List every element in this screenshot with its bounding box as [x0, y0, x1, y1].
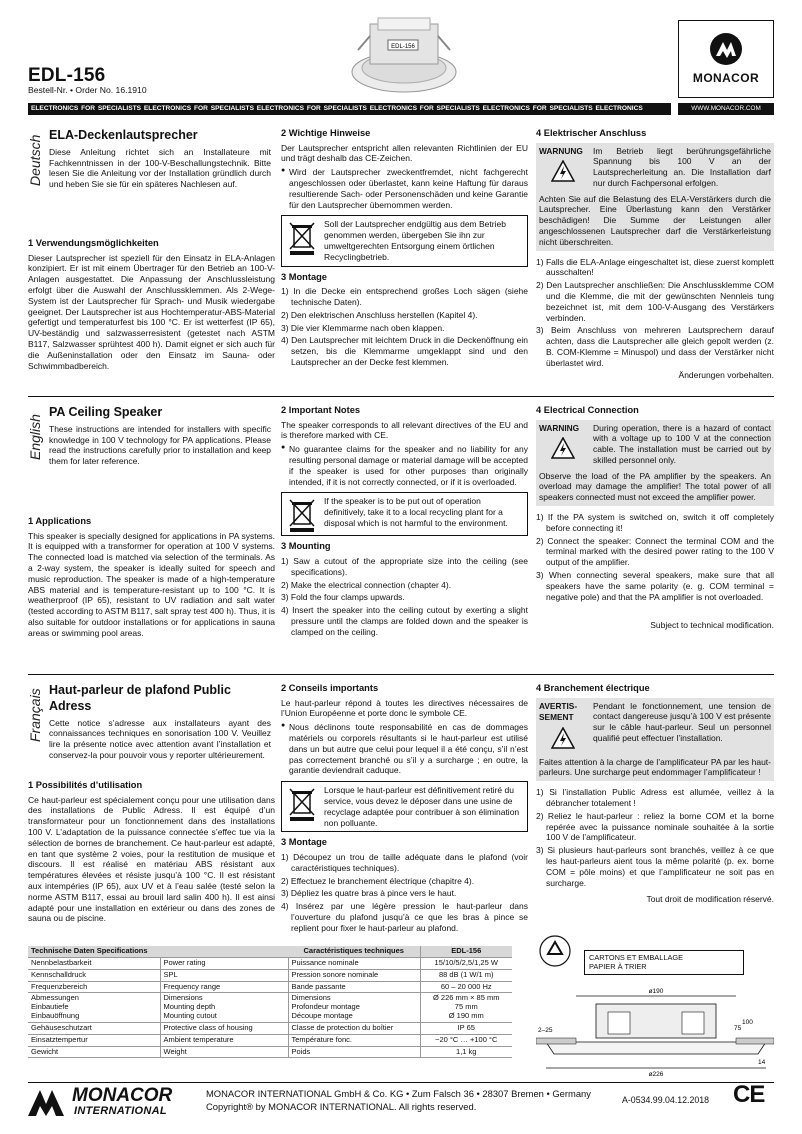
spec-cell: Power rating: [160, 957, 288, 969]
de-applications: [28, 238, 275, 374]
de-step3-2: 2) Den elektrischen Anschluss herstellen (Kapitel 4).: [281, 309, 478, 320]
spec-cell: SPL: [160, 969, 288, 981]
fr-h2: 2 Conseils importants: [281, 683, 379, 693]
de-step3-4: 4) Den Lautsprecher mit leichtem Druck in die Deckenöffnung ein setzen, bis die Klemmarme umgeklappt sind und den Lautsprecher an der Decke fest klemmen.: [281, 335, 528, 367]
de-step4-2: 2) Den Lautsprecher anschließen: Die Anschlussklemme COM und die Klemme, die mit der gewünschten Nennleis tung bezeichnet ist, mit dem 100-V-Ausgang des Verstärkers verbinden.: [536, 280, 774, 323]
spec-row: [28, 969, 512, 981]
de-rec: Soll der Lautsprecher endgültig aus dem Betrieb genommen werden, übergeben Sie ihn zur umweltgerechten Entsorgung einem örtlichen Recyclingbetrieb.: [324, 219, 506, 262]
fr-b2: ● Nous déclinons toute responsabilité en cas de dommages matériels ou corporels résultants si le haut-parleur est utilisé dans un but autre que celui pour lequel il a été conçu, s’il n’est pas correctement branché ou s’il y a surcharge ; en outre, la garantie deviendrait caduque.: [281, 722, 528, 776]
footer-logo: [28, 1086, 200, 1122]
fr-step3-2: 2) Effectuez le branchement électrique (chapitre 4).: [281, 875, 475, 886]
crossed-bin-icon: [288, 787, 316, 821]
footer-address: MONACOR INTERNATIONAL GmbH & Co. KG • Zum Falsch 36 • 28307 Bremen • Germany: [206, 1088, 591, 1099]
de-col1: [49, 128, 271, 193]
fr-p2: Le haut-parleur répond à toutes les directives nécessaires de l’Union Européenne et porte donc le symbole CE.: [281, 697, 528, 719]
en-b2: ● No guarantee claims for the speaker and no liability for any resulting personal damage or material damage will be accepted if the speaker is used for other purposes than originally intended, if it is not correctly connected, or if it is overloaded.: [281, 444, 528, 487]
lang-label-en: English: [27, 414, 43, 460]
en-warn: During operation, there is a hazard of contact with a voltage up to 100 V at the connection cable. The installation must be carried out by skilled personnel only.: [593, 422, 771, 466]
en-h2: 2 Important Notes: [281, 405, 361, 415]
de-warn-label: WARNUNG: [539, 145, 583, 156]
spec-cell: Ø 226 mm × 85 mm 75 mm Ø 190 mm: [420, 993, 512, 1023]
lang-label-fr: Français: [27, 688, 43, 742]
fr-warning-box: [536, 698, 774, 782]
fr-step4-1: 1) Si l’installation Public Adress est allumée, veillez à la débrancher totalement !: [536, 787, 774, 809]
document-code: A-0534.99.04.12.2018: [622, 1095, 710, 1105]
fr-warn2: Faites attention à la charge de l’amplificateur PA par les haut-parleurs. Une surcharge peut endommager l’amplificateur !: [539, 756, 771, 778]
specialists-strip: ELECTRONICS FOR SPECIALISTS ELECTRONICS FOR SPECIALISTS ELECTRONICS FOR SPECIALISTS ELECTRONICS FOR SPECIALISTS ELECTRONICS FOR SPECIALISTS ELECTRONICS: [28, 103, 671, 115]
dimension-drawing: [536, 982, 774, 1078]
spec-cell: 60 – 20 000 Hz: [420, 981, 512, 993]
brand-logo: [678, 20, 774, 98]
fr-title: Haut-parleur de plafond Public Adress: [49, 683, 231, 713]
dim-226: ø226: [648, 1071, 664, 1078]
fr-applications: [28, 780, 275, 927]
fr-step4-2: 2) Reliez le haut-parleur : reliez la borne COM et la borne repérée avec la puissance nominale souhaitée à la sortie 100 V de l’amplificateur.: [536, 810, 774, 843]
product-image: [348, 6, 460, 98]
spec-cell: Gehäuseschutzart: [28, 1022, 160, 1034]
spec-cell: Gewicht: [28, 1046, 160, 1058]
spec-cell: Classe de protection du boîtier: [288, 1022, 420, 1034]
dim-100: 100: [742, 1019, 753, 1026]
order-number: Bestell-Nr. • Order No. 16.1910: [28, 85, 147, 95]
de-warn: Im Betrieb liegt berührungsgefährliche Spannung bis 100 V an der Lautsprecherleitung an. Die Installation darf nur durch Fachpersonal erfolgen.: [593, 145, 771, 189]
crossed-bin-icon: [288, 498, 316, 532]
footer-brand-sub: INTERNATIONAL: [74, 1105, 167, 1117]
de-recycle-box: [281, 215, 528, 266]
spec-cell: Abmessungen Einbautiefe Einbauöffnung: [28, 993, 160, 1023]
en-warning-box: [536, 420, 774, 506]
recycle-icon: [538, 934, 572, 968]
speaker-label: EDL-156: [391, 44, 415, 50]
de-h3: 3 Montage: [281, 271, 327, 282]
footer-brand: MONACOR: [72, 1085, 173, 1106]
spec-cell: Poids: [288, 1046, 420, 1058]
fr-col2: [281, 683, 528, 935]
spec-cell: Ambient temperature: [160, 1034, 288, 1046]
spec-row: [28, 1022, 512, 1034]
en-applications: [28, 516, 275, 642]
spec-cell: Dimensions Mounting depth Mounting cutout: [160, 993, 288, 1023]
fr-step3-3: 3) Dépliez les quatre bras à pince vers le haut.: [281, 888, 457, 899]
spec-cell: Einsatztempertur: [28, 1034, 160, 1046]
spec-cell: Pression sonore nominale: [288, 969, 420, 981]
fr-step3-1: 1) Découpez un trou de taille adéquate dans le plafond (voir caractéristiques techniques).: [281, 852, 528, 873]
high-voltage-icon: [551, 727, 575, 749]
spec-header-row: [28, 946, 512, 957]
monacor-logo-icon: [709, 32, 743, 66]
fr-rec: Lorsque le haut-parleur est définitivement retiré du service, vous devez le déposer dans une usine de recyclage adaptée pour contribuer à son élimination non polluante.: [324, 785, 520, 828]
en-recycle-box: [281, 492, 528, 536]
de-warn2: Achten Sie auf die Belastung des ELA-Verstärkers durch die Lautsprecher. Eine Überlastung kann den Verstärker beschädigen! Die Summe der Leistungen aller angeschlossenen Lautsprecher darf die Verstärkerleistung nicht überschreiten.: [539, 193, 771, 247]
de-h1: 1 Verwendungsmöglichkeiten: [28, 238, 159, 248]
fr-note: Tout droit de modification réservé.: [646, 894, 774, 905]
de-p2: Der Lautsprecher entspricht allen relevanten Richtlinien der EU und trägt deshalb das CE-Zeichen.: [281, 142, 528, 164]
en-warn2: Observe the load of the PA amplifier by the speakers. An overload may damage the amplifier! The total power of all speakers connected must not exceed the amplifier power.: [539, 470, 771, 503]
monacor-international-logo-icon: [28, 1090, 68, 1116]
spec-row: [28, 1034, 512, 1046]
brand-name: MONACOR: [692, 70, 760, 85]
fr-h1: 1 Possibilités d’utilisation: [28, 780, 143, 790]
packaging-text: CARTONS ET EMBALLAGE PAPIER À TRIER: [584, 950, 744, 975]
high-voltage-icon: [551, 437, 575, 459]
lang-label-de: Deutsch: [27, 134, 43, 186]
footer-copyright: Copyright® by MONACOR INTERNATIONAL. All rights reserved.: [206, 1101, 477, 1112]
en-title: PA Ceiling Speaker: [49, 405, 163, 419]
fr-step4-3: 3) Si plusieurs haut-parleurs sont branchés, veillez à ce que les haut-parleurs aient tous la même polarité (p. ex. borne COM = pôle moins) et que l’amplificateur ne soit pas en surcharge.: [536, 845, 774, 888]
de-col2: [281, 128, 528, 370]
en-col1: [49, 405, 271, 470]
fr-h3: 3 Montage: [281, 837, 327, 848]
section-divider: [28, 396, 774, 397]
dim-2-25: 2–25: [538, 1027, 553, 1034]
de-title: ELA-Deckenlautsprecher: [49, 128, 198, 142]
section-divider: [28, 674, 774, 675]
spec-cell: Bande passante: [288, 981, 420, 993]
spec-cell: Puissance nominale: [288, 957, 420, 969]
de-h4: 4 Elektrischer Anschluss: [536, 128, 647, 138]
website-link[interactable]: WWW.MONACOR.COM: [678, 103, 774, 115]
footer-line: [28, 1082, 774, 1083]
de-step3-1: 1) In die Decke ein entsprechend großes Loch sägen (siehe technische Daten).: [281, 286, 528, 307]
en-step4-1: 1) If the PA system is switched on, switch it off completely before connecting it!: [536, 512, 774, 533]
spec-header-2: Caractéristiques techniques: [288, 946, 420, 957]
fr-col3: [536, 683, 774, 908]
spec-cell: −20 °C … +100 °C: [420, 1034, 512, 1046]
en-warn-label: WARNING: [539, 422, 580, 433]
dim-190: ø190: [648, 988, 664, 995]
de-warning-box: [536, 143, 774, 251]
fr-warn-label: AVERTIS-SEMENT: [539, 700, 578, 722]
model-number: EDL-156: [28, 65, 106, 86]
dim-75: 75: [734, 1025, 742, 1032]
dim-14: 14: [758, 1059, 766, 1066]
de-intro: Diese Anleitung richtet sich an Installateure mit Fachkenntnissen in der 100-V-Beschallungstechnik. Bitte lesen Sie die Anleitung vor der Installation gründlich durch und heben Sie sie für ein späteres Nachlesen auf.: [49, 146, 271, 190]
spec-cell: Weight: [160, 1046, 288, 1058]
fr-p1: Ce haut-parleur est spécialement conçu pour une utilisation dans des installations de Public Adress. Il est équipé d’un transformateur pour un fonctionnement dans des installations 100 V. L’adaptation de la puissance connectée s’effec tue via la sélection de bornes de branchement. Ce haut-parleur est adapté, en tant que système 2 voies, pour la restitution de musique et discours. Il est réalisé en matériau ABS résistant aux températures élevées et résiste jusqu’à 100 °C. Il est résistant aux intempéries (IP 65), aux UV et à l’eau salée (testé selon la norme ASTM B117, essai au brouil lard salin 400 h). Il est ainsi adapté pour une installation en extérieur ou dans des zones de sauna ou de piscine.: [28, 794, 275, 924]
en-note: Subject to technical modification.: [650, 620, 774, 631]
spec-cell: 15/10/5/2,5/1,25 W: [420, 957, 512, 969]
en-h4: 4 Electrical Connection: [536, 405, 639, 415]
spec-cell: 88 dB (1 W/1 m): [420, 969, 512, 981]
en-step4-3: 3) When connecting several speakers, make sure that all speakers have the same polarity (e. g. COM terminal = negative pole) and that the PA amplifier is not overloaded.: [536, 569, 774, 602]
fr-recycle-box: [281, 781, 528, 832]
en-step3-3: 3) Fold the four clamps upwards.: [281, 592, 405, 603]
en-p1: This speaker is specially designed for applications in PA systems. It is equipped with a transformer for operation at 100 V systems. The connected load is matched via selection of the terminals. As a 2-way system, the speaker is ideally suited for speech and music reproduction. The speaker is made of a high-temperature ABS material and is temperature-resistant up to 100 °C. It is weatherproof (IP 65), resistant to UV radiation and salt water (tested according to ASTM B117, salt spray test 400 h). Thus, it is also suitable for outdoor installations or for applications in sauna areas or swimming pool areas.: [28, 530, 275, 638]
spec-header-3: EDL-156: [420, 946, 512, 957]
spec-row: [28, 981, 512, 993]
de-step4-1: 1) Falls die ELA-Anlage eingeschaltet ist, diese zuerst komplett ausschalten!: [536, 256, 774, 278]
fr-warn: Pendant le fonctionnement, une tension de contact dangereuse jusqu’à 100 V est présente sur le câble haut-parleur. Seul un personnel qualifié peut effectuer l’installation.: [593, 700, 771, 744]
en-p2: The speaker corresponds to all relevant directives of the EU and is therefore marked with CE.: [281, 419, 528, 441]
spec-row: [28, 957, 512, 969]
de-note: Änderungen vorbehalten.: [678, 370, 774, 381]
de-p1: Dieser Lautsprecher ist speziell für den Einsatz in ELA-Anlagen konzipiert. Er ist mit einem Übertrager für den Betrieb an 100-V-Anlagen ausgestattet. Die Anpassung der Anschlussleistung erfolgt über die Auswahl der Anschlussklemmen. Als 2-Wege-System ist der Lautsprecher für Sprach- und Musik wiedergabe geeignet. Der Lautsprecher ist aus Hochtemperatur-ABS-Material gefertigt und temperaturfest bis 100 °C. Er ist wetterfest (IP 65), UV-beständig und salzwasserresistent (getestet nach ASTM B117, Salzwasser sprühtest 400 h). Damit eignet er sich auch für die Außeninstallation oder den Einsatz im Sauna- oder Schwimmbadbereich.: [28, 252, 275, 371]
fr-step3-4: 4) Insérez par une légère pression le haut-parleur dans l’ouverture du plafond jusqu’à ce que les bras à pince se replient pour fixer le haut-parleur au plafond.: [281, 901, 528, 933]
high-voltage-icon: [551, 160, 575, 182]
fr-col1: [49, 683, 271, 764]
spec-cell: Protective class of housing: [160, 1022, 288, 1034]
spec-table: [28, 946, 512, 1058]
de-b2: ● Wird der Lautsprecher zweckentfremdet, nicht fachgerecht angeschlossen oder überlastet, kann keine Haftung für daraus resultierende Sach- oder Personenschäden und keine Garantie für den Lautsprecher übernommen werden.: [281, 167, 528, 210]
spec-row: [28, 993, 512, 1023]
spec-cell: 1,1 kg: [420, 1046, 512, 1058]
spec-cell: Frequenzbereich: [28, 981, 160, 993]
de-h2: 2 Wichtige Hinweise: [281, 128, 371, 138]
en-col3: [536, 405, 774, 634]
spec-cell: Frequency range: [160, 981, 288, 993]
en-step3-2: 2) Make the electrical connection (chapter 4).: [281, 579, 452, 590]
spec-cell: Dimensions Profondeur montage Découpe montage: [288, 993, 420, 1023]
en-step3-4: 4) Insert the speaker into the ceiling cutout by exerting a slight pressure until the clamps are folded down and the speaker is clamped on the ceiling.: [281, 605, 528, 637]
en-h1: 1 Applications: [28, 516, 92, 526]
spec-cell: Kennschalldruck: [28, 969, 160, 981]
spec-header-1: Technische Daten Specifications: [28, 946, 288, 957]
en-h3: 3 Mounting: [281, 541, 331, 552]
en-rec: If the speaker is to be put out of operation definitively, take it to a local recycling plant for a disposal which is not harmful to the environment.: [324, 496, 508, 528]
fr-intro: Cette notice s’adresse aux installateurs ayant des connaissances techniques en sonorisation 100 V. Veuillez lire la présente notice avec attention avant l’installation et conservez-la pour pouvoir vous y reporter ultérieurement.: [49, 717, 271, 760]
de-step3-3: 3) Die vier Klemmarme nach oben klappen.: [281, 322, 445, 333]
crossed-bin-icon: [288, 221, 316, 255]
en-intro: These instructions are intended for installers with specific knowledge in 100 V technology for PA applications. Please read the instructions carefully prior to installation and keep them for later reference.: [49, 423, 271, 467]
de-step4-3: 3) Beim Anschluss von mehreren Lautsprechern darauf achten, dass die Lautsprecher alle gleich gepolt werden (z. B. COM-Klemme = Minuspol) und dass der Verstärker nicht überlastet wird.: [536, 325, 774, 368]
en-step4-2: 2) Connect the speaker: Connect the terminal COM and the terminal marked with the desired power rating to the 100 V output of the amplifier.: [536, 535, 774, 568]
spec-cell: IP 65: [420, 1022, 512, 1034]
de-col3: [536, 128, 774, 384]
spec-cell: Nennbelastbarkeit: [28, 957, 160, 969]
en-step3-1: 1) Saw a cutout of the appropriate size into the ceiling (see specifications).: [281, 556, 528, 577]
spec-cell: Température fonc.: [288, 1034, 420, 1046]
spec-row: [28, 1046, 512, 1058]
en-col2: [281, 405, 528, 640]
ce-mark: CE: [733, 1081, 765, 1108]
fr-h4: 4 Branchement électrique: [536, 683, 650, 693]
